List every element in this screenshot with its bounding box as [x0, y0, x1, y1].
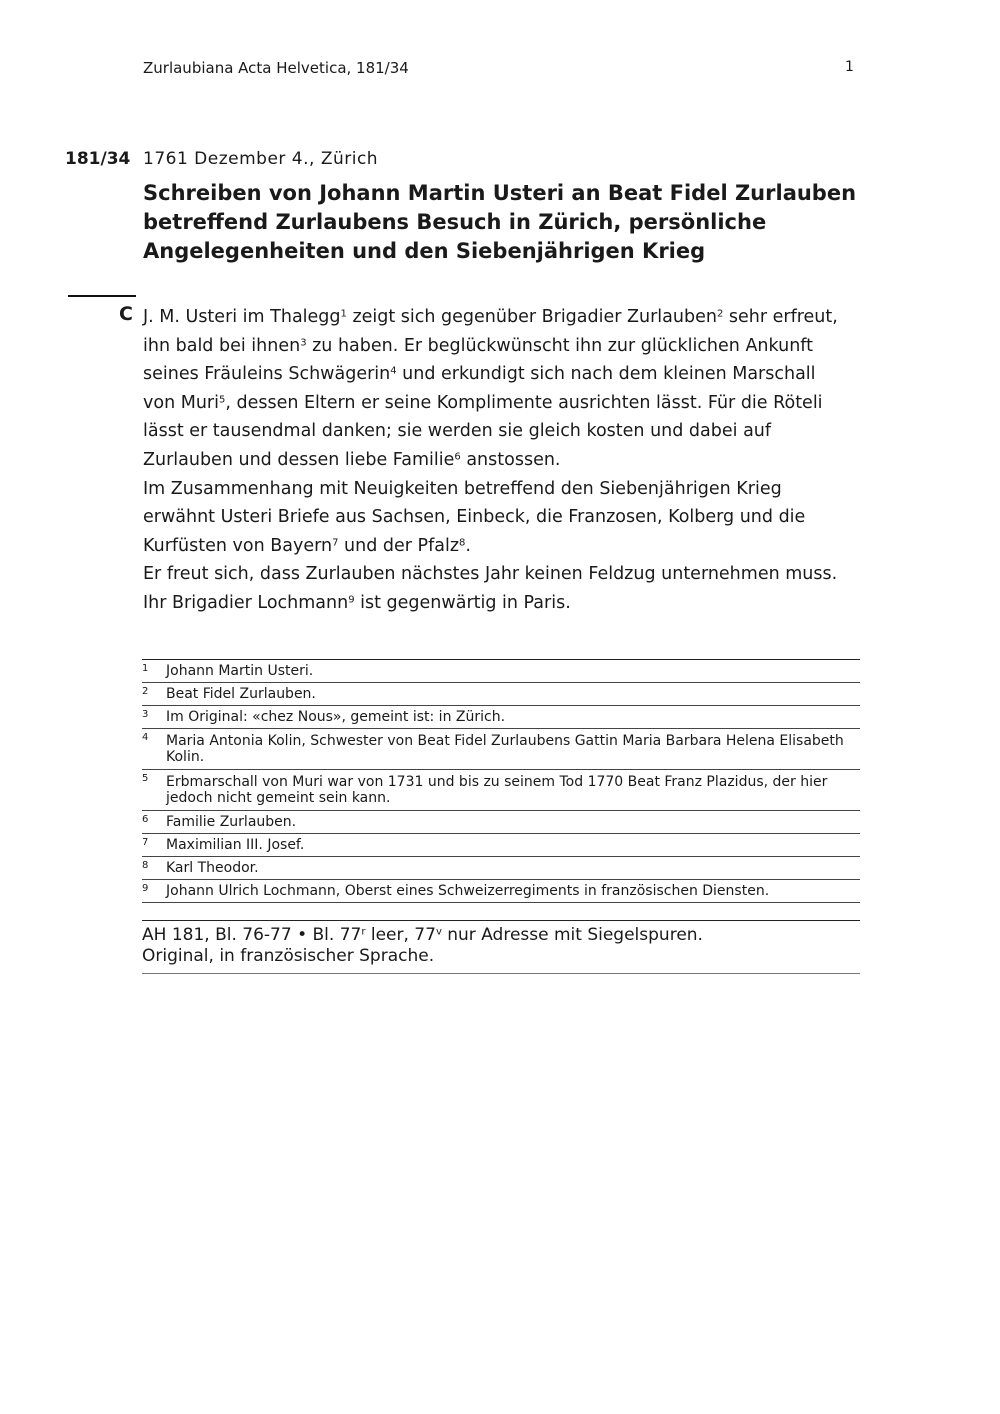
footnote	[142, 880, 860, 903]
body-line: Zurlauben und dessen liebe Familie$^6$ anstossen.	[143, 449, 561, 470]
source-line: Original, in französischer Sprache.	[142, 946, 435, 966]
footnote-ref[interactable]: 1	[340, 308, 347, 320]
footnote-text: Maximilian III. Josef.	[166, 837, 305, 853]
section-marker-rule	[68, 295, 136, 297]
footnote-number: 9	[142, 883, 149, 894]
body-line: von Muri$^5$, dessen Eltern er seine Komplimente ausrichten lässt. Für die Röteli	[143, 392, 823, 413]
footnote	[142, 683, 860, 706]
footnote-text: Maria Antonia Kolin, Schwester von Beat Fidel Zurlaubens Gattin Maria Barbara Helena Elisabeth Kolin.	[166, 733, 844, 765]
footnote-list	[142, 659, 860, 903]
body-line: Kurfüsten von Bayern$^7$ und der Pfalz$^8$.	[143, 535, 471, 556]
footnote-text: Karl Theodor.	[166, 860, 259, 876]
body-line: erwähnt Usteri Briefe aus Sachsen, Einbeck, die Franzosen, Kolberg und die	[143, 507, 806, 528]
document-title	[143, 179, 863, 266]
footnote-ref[interactable]: 9	[348, 594, 355, 606]
footnote-number: 8	[142, 860, 149, 871]
section-marker-letter: C	[119, 303, 133, 325]
footnote-text: Johann Martin Usteri.	[166, 663, 314, 679]
title-line: betreffend Zurlaubens Besuch in Zürich, persönliche	[143, 210, 767, 234]
page-number: 1	[845, 59, 854, 75]
body-line: Im Zusammenhang mit Neuigkeiten betreffend den Siebenjährigen Krieg	[143, 478, 782, 499]
footnote	[142, 811, 860, 834]
footnote-ref[interactable]: 5	[218, 394, 226, 406]
body-line: Ihr Brigadier Lochmann$^9$ ist gegenwärtig in Paris.	[143, 592, 571, 613]
body-line: seines Fräuleins Schwägerin$^4$ und erkundigt sich nach dem kleinen Marschall	[143, 364, 816, 385]
body-line: ihn bald bei ihnen$^3$ zu haben. Er beglückwünscht ihn zur glücklichen Ankunft	[143, 335, 814, 356]
footnote-number: 1	[142, 663, 149, 674]
footnote-text: Im Original: «chez Nous», gemeint ist: in Zürich.	[166, 709, 506, 725]
summary-text	[143, 303, 863, 618]
running-title: Zurlaubiana Acta Helvetica, 181/34	[143, 59, 409, 77]
footnote-number: 3	[142, 709, 149, 720]
body-line: lässt er tausendmal danken; sie werden sie gleich kosten und dabei auf	[143, 421, 772, 442]
footnote	[142, 770, 860, 811]
footnote-number: 4	[142, 732, 149, 743]
footnote-ref[interactable]: 3	[300, 337, 307, 349]
footnote-number: 6	[142, 814, 149, 825]
footnote-number: 2	[142, 686, 149, 697]
footnote-text: Familie Zurlauben.	[166, 814, 297, 830]
source-line: AH 181, Bl. 76-77 • Bl. 77$^r$ leer, 77$^v$ nur Adresse mit Siegelspuren.	[142, 925, 703, 945]
footnote-ref[interactable]: 8	[459, 537, 466, 549]
date-place: 1761 Dezember 4., Zürich	[143, 149, 379, 169]
footnote-text: Erbmarschall von Muri war von 1731 und bis zu seinem Tod 1770 Beat Franz Plazidus, der hier jedoch nicht gemeint sein kann.	[166, 774, 828, 806]
footnote	[142, 857, 860, 880]
footnote-ref[interactable]: 4	[390, 365, 397, 377]
document-number: 181/34	[65, 149, 131, 169]
title-line: Angelegenheiten und den Siebenjährigen Krieg	[143, 239, 706, 263]
footnote-text: Johann Ulrich Lochmann, Oberst eines Schweizerregiments in französischen Diensten.	[166, 883, 770, 899]
footnote	[142, 834, 860, 857]
footnote	[142, 660, 860, 683]
footnote-ref[interactable]: 2	[716, 308, 724, 320]
footnote-number: 7	[142, 837, 149, 848]
body-line: J. M. Usteri im Thalegg$^1$ zeigt sich gegenüber Brigadier Zurlauben$^2$ sehr erfreut,	[143, 307, 838, 327]
body-line: Er freut sich, dass Zurlauben nächstes Jahr keinen Feldzug unternehmen muss.	[143, 564, 838, 585]
footnote-text: Beat Fidel Zurlauben.	[166, 686, 316, 702]
title-line: Schreiben von Johann Martin Usteri an Beat Fidel Zurlauben	[143, 181, 857, 205]
footnote-ref[interactable]: 6	[454, 451, 461, 463]
footnote	[142, 729, 860, 770]
footnote-number: 5	[142, 773, 149, 784]
footnote-ref[interactable]: 7	[332, 537, 339, 549]
footnote	[142, 706, 860, 729]
source-note	[142, 920, 860, 974]
